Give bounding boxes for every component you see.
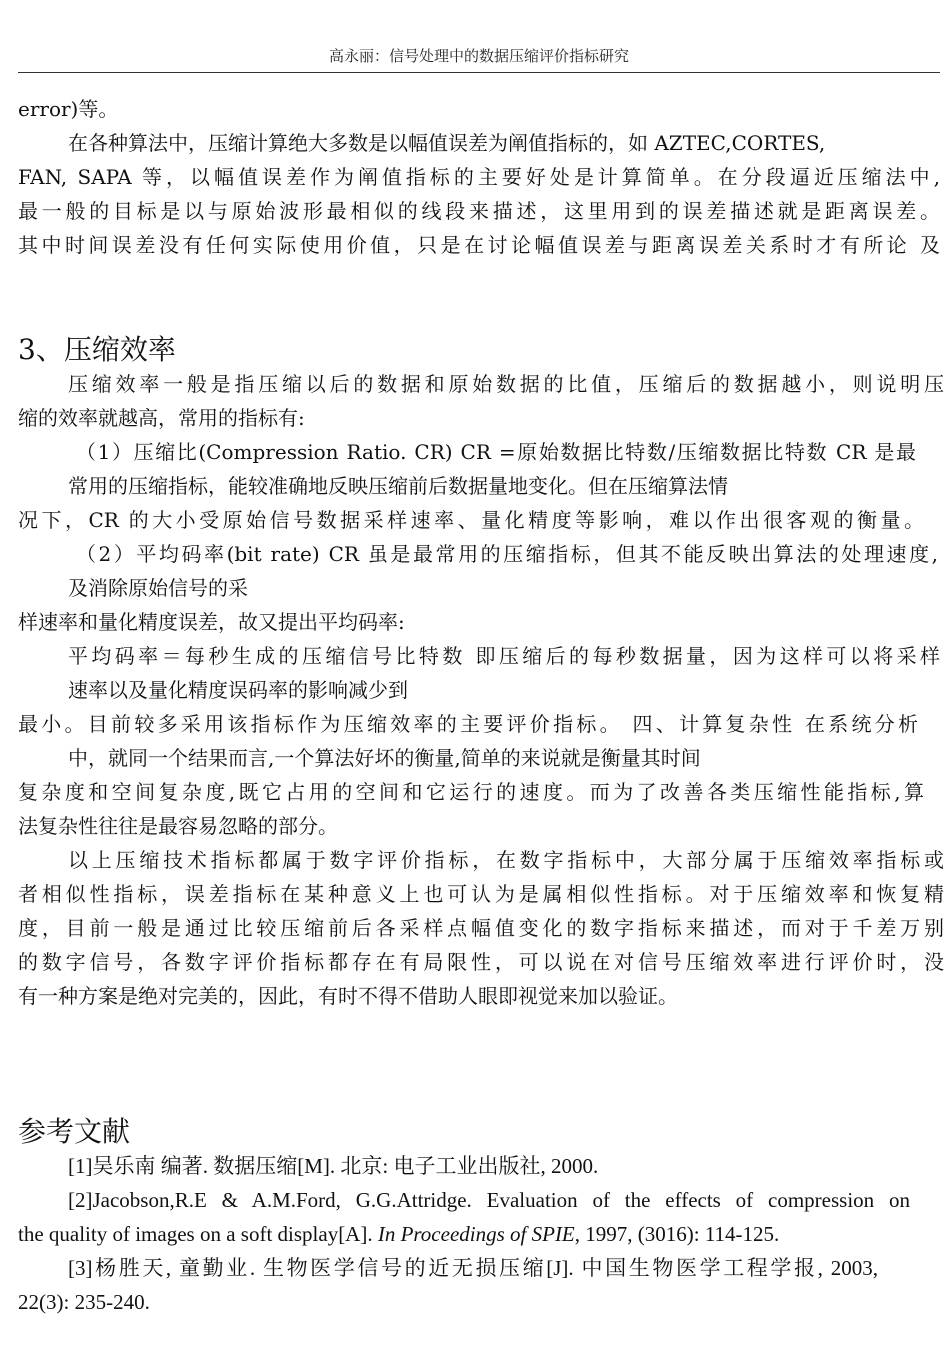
reference-text: , 1997, (3016): 114-125.: [574, 1222, 780, 1246]
body-line: 压缩效率一般是指压缩以后的数据和原始数据的比值，压缩后的数据越小，则说明压: [68, 372, 944, 396]
body-line: 平均码率＝每秒生成的压缩信号比特数 即压缩后的每秒数据量，因为这样可以将采样: [68, 644, 940, 668]
body-line: 有一种方案是绝对完美的，因此，有时不得不借助人眼即视觉来加以验证。: [18, 984, 678, 1008]
body-line: 常用的压缩指标，能较准确地反映压缩前后数据量地变化。但在压缩算法情: [68, 474, 728, 498]
body-line: 其中时间误差没有任何实际使用价值，只是在讨论幅值误差与距离误差关系时才有所论 及: [18, 233, 940, 257]
reference-item: [3]杨胜天, 童勤业. 生物医学信号的近无损压缩[J]. 中国生物医学工程学报, 2003,: [68, 1256, 878, 1280]
header-rule: [18, 72, 940, 73]
body-line: 缩的效率就越高，常用的指标有:: [18, 406, 305, 430]
body-line: 的数字信号，各数字评价指标都存在有局限性，可以说在对信号压缩效率进行评价时，没: [18, 950, 944, 974]
body-line: 法复杂性往往是最容易忽略的部分。: [18, 814, 338, 838]
reference-item-continuation: [18, 1221, 779, 1247]
body-line: 及消除原始信号的采: [68, 576, 248, 600]
reference-journal: In Proceedings of SPIE: [377, 1222, 575, 1246]
body-line: 中，就同一个结果而言,一个算法好坏的衡量,简单的来说就是衡量其时间: [68, 746, 701, 770]
section-heading: 3、压缩效率: [18, 333, 176, 366]
body-line: 样速率和量化精度误差，故又提出平均码率:: [18, 610, 405, 634]
reference-item: [1]吴乐南 编著. 数据压缩[M]. 北京: 电子工业出版社, 2000.: [68, 1154, 599, 1178]
body-line: 最一般的目标是以与原始波形最相似的线段来描述，这里用到的误差描述就是距离误差。: [18, 199, 940, 223]
references-heading: 参考文献: [18, 1115, 131, 1148]
body-line: 者相似性指标，误差指标在某种意义上也可认为是属相似性指标。对于压缩效率和恢复精: [18, 882, 944, 906]
body-line: 以上压缩技术指标都属于数字评价指标，在数字指标中，大部分属于压缩效率指标或: [68, 848, 944, 872]
reference-text: the quality of images on a soft display[A].: [18, 1222, 373, 1246]
body-line: （2）平均码率(bit rate) CR 虽是最常用的压缩指标，但其不能反映出算法的处理速度,: [76, 542, 938, 566]
body-line: 最小。目前较多采用该指标作为压缩效率的主要评价指标。 四、计算复杂性 在系统分析: [18, 712, 918, 736]
body-line: 复杂度和空间复杂度,既它占用的空间和它运行的速度。而为了改善各类压缩性能指标,算: [18, 780, 924, 804]
body-line: （1）压缩比(Compression Ratio. CR) CR =原始数据比特数/压缩数据比特数 CR 是最: [76, 440, 916, 464]
body-line: 在各种算法中，压缩计算绝大多数是以幅值误差为阐值指标的，如 AZTEC,CORTES,: [68, 131, 826, 155]
running-header: 高永丽：信号处理中的数据压缩评价指标研究: [328, 47, 629, 65]
body-line: FAN, SAPA 等，以幅值误差作为阐值指标的主要好处是计算简单。在分段逼近压缩法中,: [18, 165, 940, 189]
body-line: error)等。: [18, 97, 119, 121]
body-line: 度，目前一般是通过比较压缩前后各采样点幅值变化的数字指标来描述，而对于千差万别: [18, 916, 944, 940]
reference-item-continuation: 22(3): 235-240.: [18, 1290, 150, 1314]
body-line: 速率以及量化精度误码率的影响减少到: [68, 678, 408, 702]
body-line: 况下，CR 的大小受原始信号数据采样速率、量化精度等影响，难以作出很客观的衡量。: [18, 508, 924, 532]
reference-item: [2]Jacobson,R.E & A.M.Ford, G.G.Attridge. Evaluation of the effects of compression on: [68, 1188, 910, 1212]
